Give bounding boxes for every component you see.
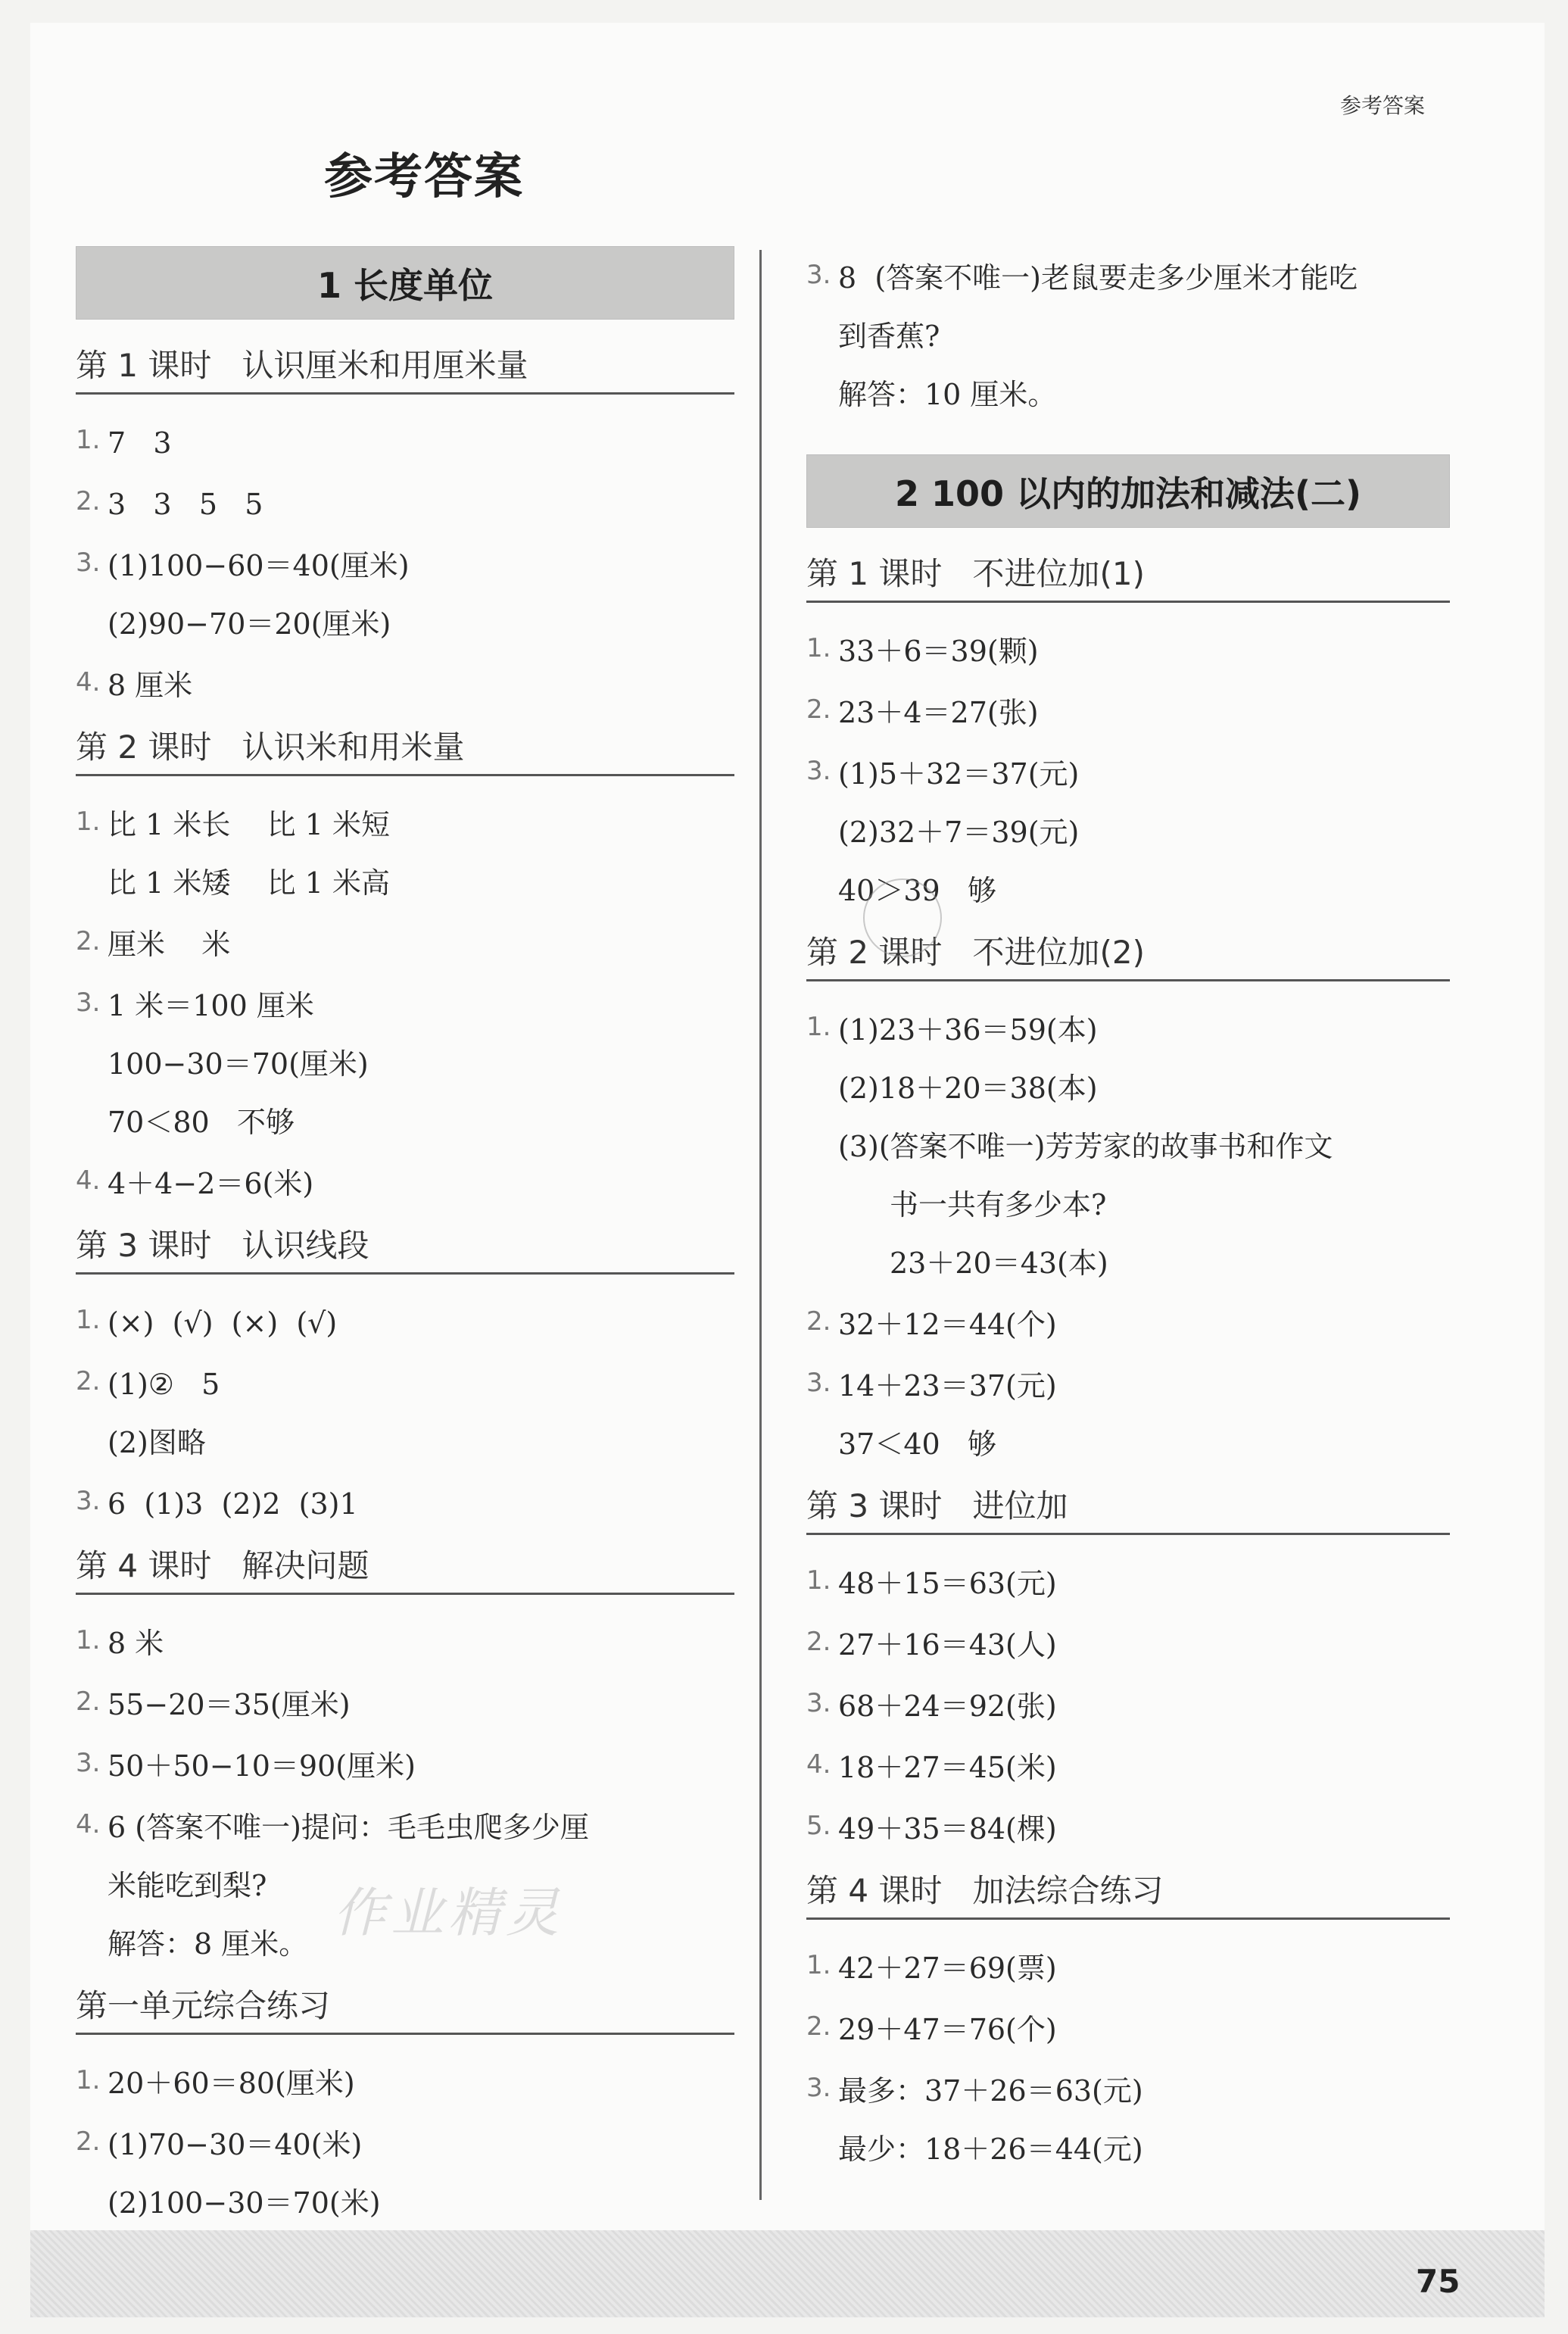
answer-item [806,1613,1450,1674]
item-number: 2. [76,926,101,956]
item-number: 3. [806,1688,831,1718]
unit-heading: 2 100 以内的加法和减法(二) [806,454,1450,528]
item-number: 5. [806,1811,831,1841]
lesson-heading: 第 2 课时 认识米和用米量 [76,722,734,776]
answer-item [806,1674,1450,1736]
answer-continuation: 23＋20＝43(本) [890,1247,1108,1280]
watermark-text: 作业精灵 [333,1882,563,1944]
lesson-heading: 第 3 课时 进位加 [806,1481,1450,1535]
answer-text: 7 3 [108,426,172,460]
item-number: 2. [76,1366,101,1396]
answer-item [76,2113,734,2174]
answer-item [806,998,1450,1059]
answer-continuation: 解答：8 厘米。 [108,1927,308,1961]
answer-item [806,1552,1450,1613]
item-number: 1. [76,1625,101,1655]
answer-item [76,1612,734,1673]
answer-text: 42＋27＝69(票) [838,1952,1057,1985]
column-divider [759,250,762,2200]
footer-band [30,2230,1545,2317]
answer-item [806,619,1450,681]
item-number: 1. [76,807,101,837]
answer-text: 33＋6＝39(颗) [838,635,1039,668]
answer-text: 32＋12＝44(个) [838,1308,1057,1341]
answer-item [76,473,734,534]
item-number: 1. [806,1565,831,1596]
item-number: 4. [806,1749,831,1780]
answer-continuation: (2)图略 [108,1426,206,1459]
item-number: 1. [806,1950,831,1980]
item-number: 3. [806,2073,831,2103]
item-number: 3. [76,988,101,1018]
answer-text: 4＋4−2＝6(米) [108,1167,314,1200]
item-number: 2. [806,1627,831,1657]
item-number: 3. [806,1368,831,1398]
answer-item [806,681,1450,742]
item-number: 2. [76,486,101,516]
answer-text: 50＋50−10＝90(厘米) [108,1749,416,1783]
spacer [806,424,1450,454]
answer-item [806,1354,1450,1415]
answer-text: (×) (√) (×) (√) [108,1306,338,1340]
answer-text: 比 1 米长 比 1 米短 [108,808,390,841]
answer-text: 29＋47＝76(个) [838,2013,1057,2046]
answer-continuation: (2)32＋7＝39(元) [838,816,1080,849]
answer-text: 68＋24＝92(张) [838,1690,1057,1723]
item-number: 2. [806,1306,831,1337]
answer-text: 6 (1)3 (2)2 (3)1 [108,1487,358,1521]
answer-text: 14＋23＝37(元) [838,1369,1057,1403]
item-number: 1. [76,425,101,455]
item-number: 3. [76,1748,101,1778]
answer-item [806,1797,1450,1858]
answer-item [76,793,734,854]
item-number: 4. [76,1165,101,1196]
item-number: 1. [76,1305,101,1335]
answer-text: 1 米＝100 厘米 [108,989,314,1022]
item-number: 2. [806,2011,831,2042]
lesson-heading: 第 4 课时 解决问题 [76,1541,734,1595]
answer-text: (1)100−60＝40(厘米) [108,549,410,582]
answer-continuation: 70＜80 不够 [108,1106,295,1139]
answer-item [806,246,1450,307]
answer-text: 48＋15＝63(元) [838,1567,1057,1600]
item-number: 4. [76,1809,101,1839]
running-head: 参考答案 [1340,93,1426,118]
item-number: 3. [806,260,831,290]
item-number: 2. [76,1687,101,1717]
answer-continuation: (2)90−70＝20(厘米) [108,607,391,641]
item-number: 1. [806,1012,831,1042]
answer-item [76,1291,734,1353]
answer-continuation: 米能吃到梨? [108,1869,267,1902]
answer-text: (1)5＋32＝37(元) [838,757,1080,791]
answer-text: 8 厘米 [108,669,193,702]
answer-item [76,1152,734,1213]
answer-text: 55−20＝35(厘米) [108,1688,351,1721]
answer-item [76,913,734,974]
answer-item [76,1353,734,1414]
right-column [806,246,1450,2179]
answer-text: (1)23＋36＝59(本) [838,1013,1098,1047]
page-number: 75 [1416,2263,1460,2300]
answer-item [76,1796,734,1857]
unit-heading: 1 长度单位 [76,246,734,320]
answer-text: 49＋35＝84(棵) [838,1812,1057,1846]
answer-continuation: 到香蕉? [838,320,940,353]
answer-text: 最多：37＋26＝63(元) [838,2074,1143,2108]
answer-continuation: 书一共有多少本? [890,1188,1107,1222]
item-number: 1. [76,2065,101,2095]
answer-item [76,1472,734,1534]
answer-item [76,1734,734,1796]
answer-text: 厘米 米 [108,928,231,961]
item-number: 2. [806,694,831,725]
answer-item [76,1673,734,1734]
answer-text: 8 (答案不唯一)老鼠要走多少厘米才能吃 [838,261,1358,295]
item-number: 1. [806,633,831,663]
answer-continuation: (3)(答案不唯一)芳芳家的故事书和作文 [838,1130,1333,1163]
answer-text: 6 (答案不唯一)提问：毛毛虫爬多少厘 [108,1811,589,1844]
answer-continuation: (2)18＋20＝38(本) [838,1072,1098,1105]
answer-item [806,1736,1450,1797]
answer-continuation: (2)100−30＝70(米) [108,2186,381,2220]
answer-item [76,411,734,473]
answer-text: (1)② 5 [108,1368,220,1401]
answer-continuation: 解答：10 厘米。 [838,378,1057,411]
answer-text: 23＋4＝27(张) [838,696,1039,729]
lesson-heading: 第 4 课时 加法综合练习 [806,1866,1450,1920]
answer-item [806,742,1450,803]
item-number: 3. [806,756,831,786]
answer-item [806,2059,1450,2120]
item-number: 4. [76,667,101,697]
lesson-heading: 第 2 课时 不进位加(2) [806,928,1450,981]
answer-continuation: 37＜40 够 [838,1428,996,1461]
answer-item [76,654,734,715]
page-title: 参考答案 [324,149,524,205]
item-number: 2. [76,2126,101,2157]
lesson-heading: 第 3 课时 认识线段 [76,1221,734,1275]
answer-item [806,1293,1450,1354]
answer-item [806,1998,1450,2059]
answer-text: 27＋16＝43(人) [838,1628,1057,1662]
answer-item [76,534,734,595]
item-number: 3. [76,548,101,578]
answer-text: (1)70−30＝40(米) [108,2128,363,2161]
watermark-stamp [863,878,942,957]
lesson-heading: 第 1 课时 不进位加(1) [806,549,1450,603]
answer-item [76,2052,734,2113]
answer-text: 3 3 5 5 [108,488,263,521]
answer-continuation: 40＞39 够 [838,874,996,907]
answer-item [806,1936,1450,1998]
answer-text: 20＋60＝80(厘米) [108,2067,355,2100]
answer-item [76,974,734,1035]
answer-text: 18＋27＝45(米) [838,1751,1057,1784]
lesson-heading: 第一单元综合练习 [76,1981,734,2035]
lesson-heading: 第 1 课时 认识厘米和用厘米量 [76,341,734,395]
answer-continuation: 最少：18＋26＝44(元) [838,2133,1143,2166]
answer-continuation: 100−30＝70(厘米) [108,1047,369,1081]
item-number: 3. [76,1486,101,1516]
answer-text: 8 米 [108,1627,164,1660]
answer-continuation: 比 1 米矮 比 1 米高 [108,866,390,900]
